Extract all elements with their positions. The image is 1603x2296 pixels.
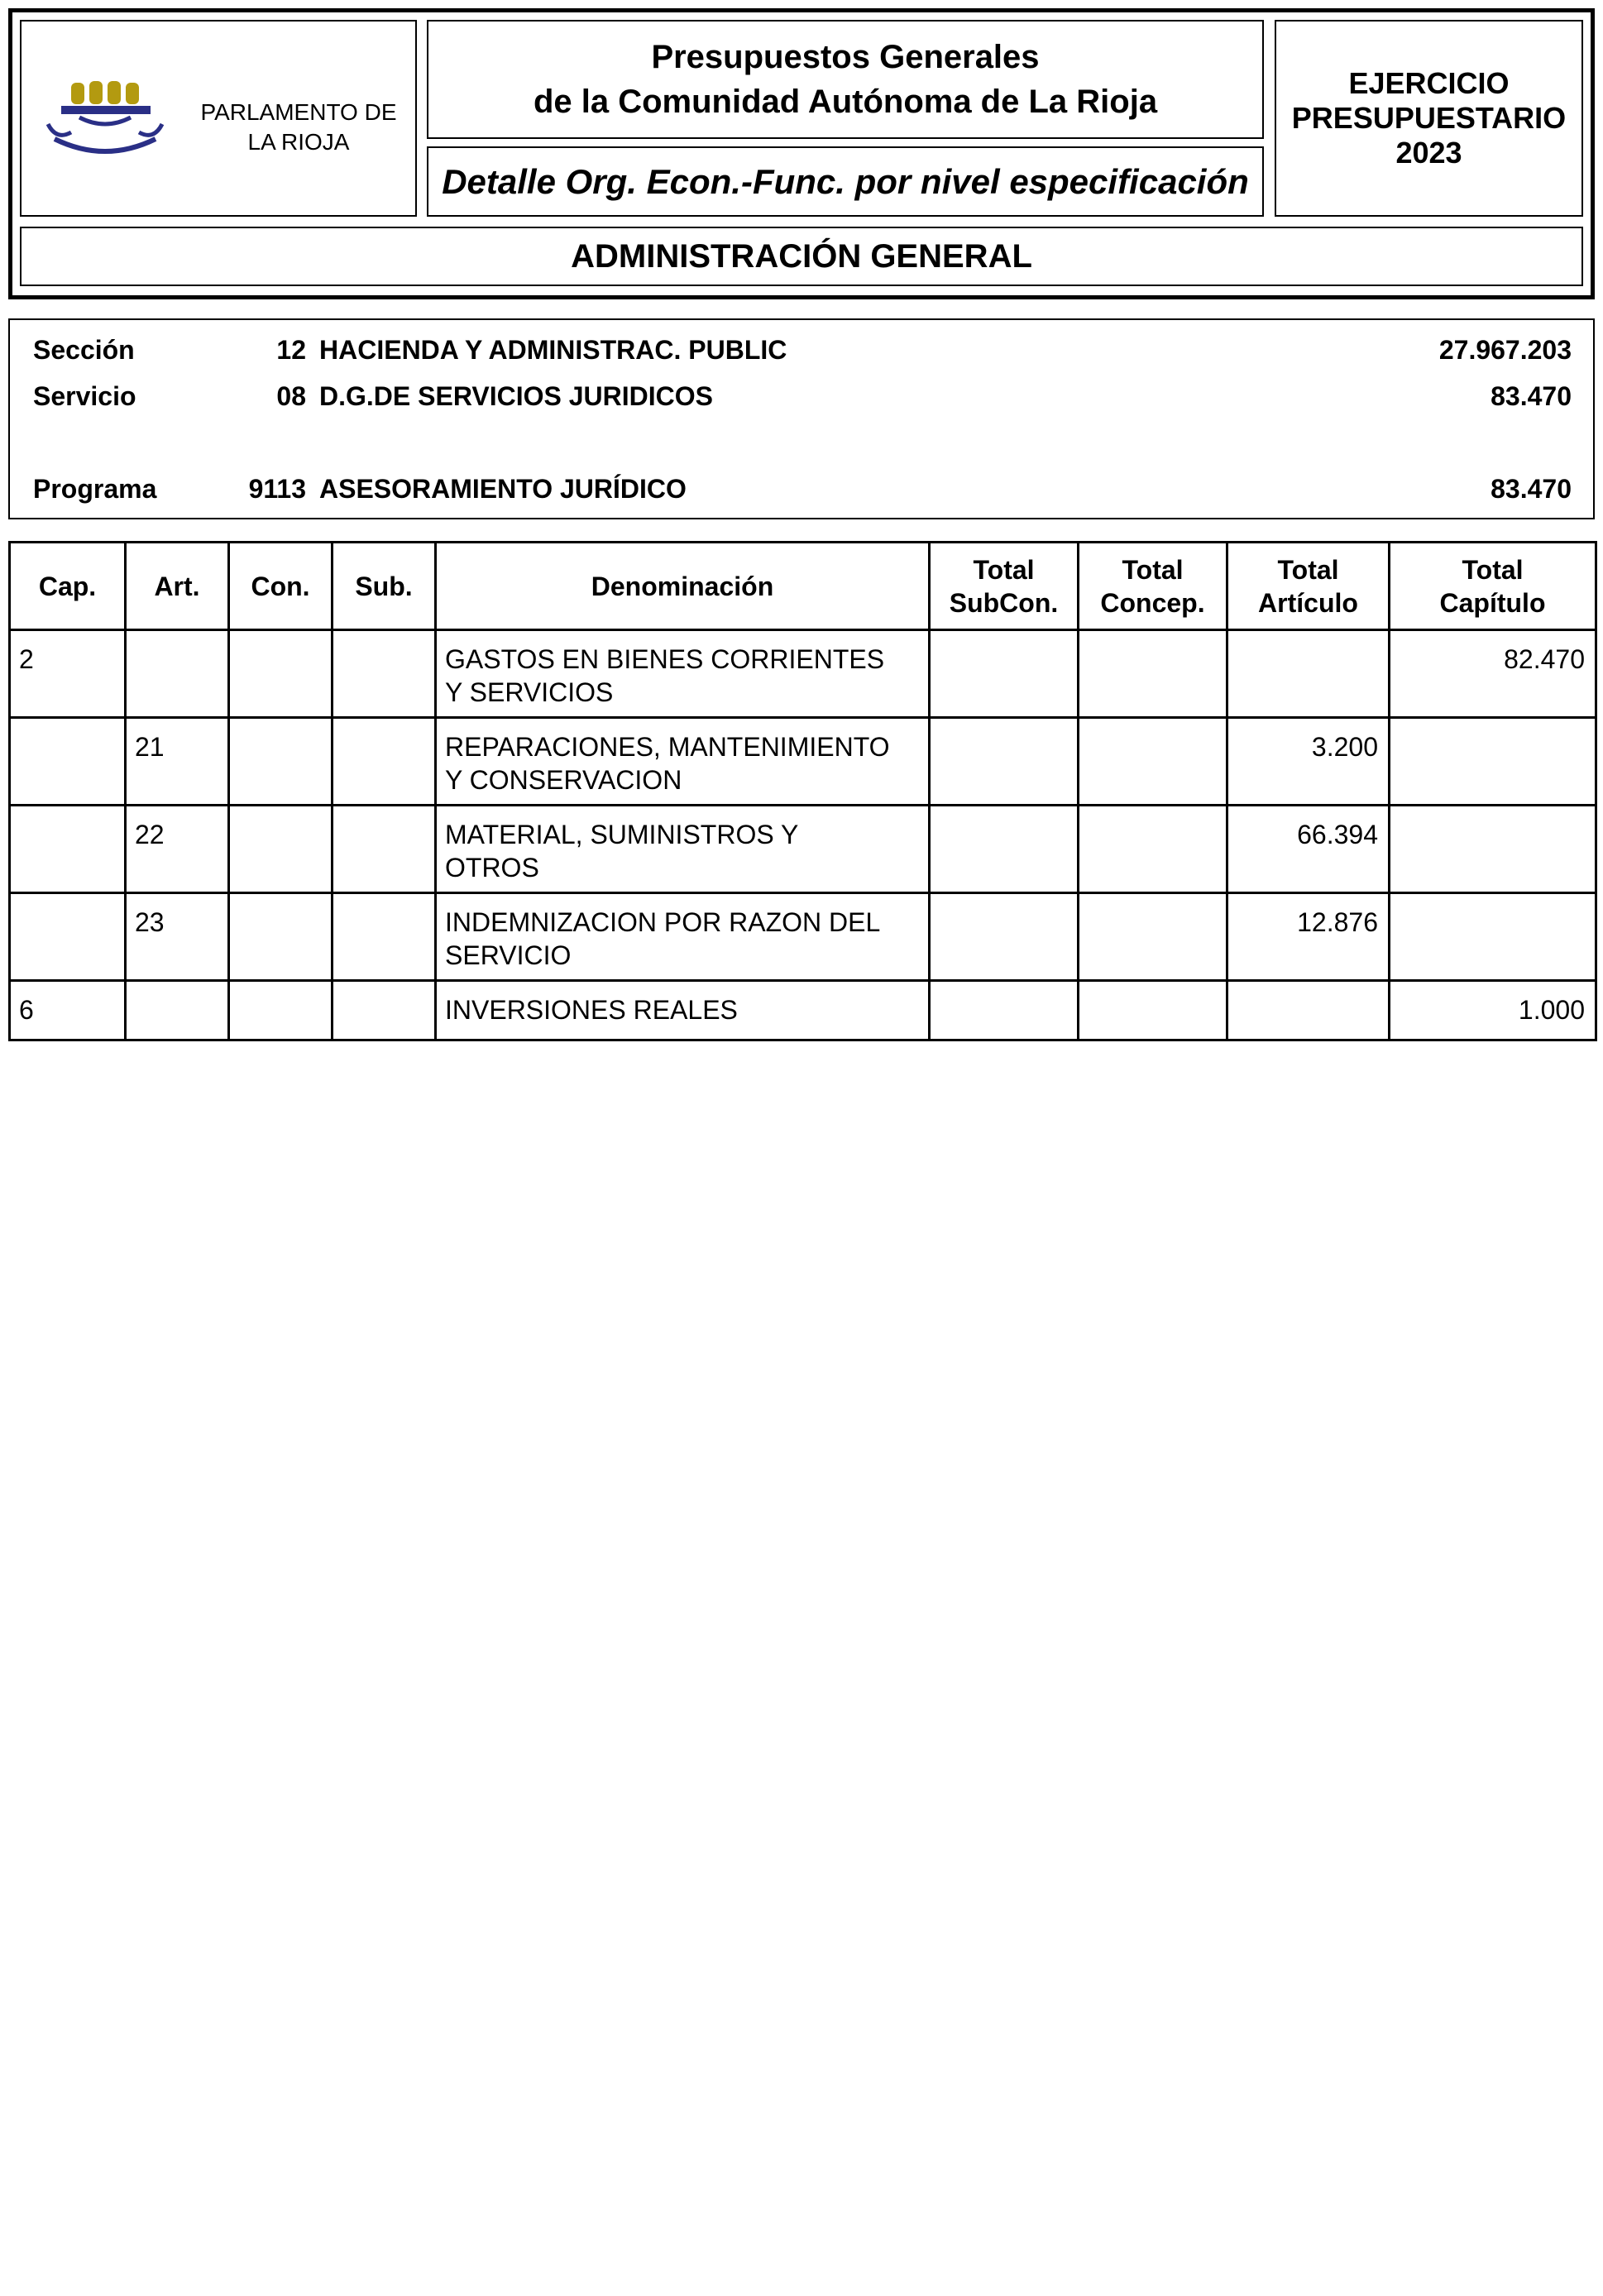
cell-total-capitulo [1390,718,1596,806]
denominacion-line1: GASTOS EN BIENES CORRIENTES [445,644,885,674]
document-subtitle: Detalle Org. Econ.-Func. por nivel especificación [442,161,1249,201]
table-row [10,630,1596,718]
cell-denominacion [436,718,930,806]
cell-art: 23 [126,893,229,981]
denominacion-line2: Y CONSERVACION [445,765,682,795]
cell-total-concep [1079,718,1227,806]
header-cap: Cap. [10,543,126,630]
header-con: Con. [229,543,333,630]
denominacion-line2: Y SERVICIOS [445,677,614,707]
logo-box [20,20,417,217]
cell-total-subcon [930,981,1079,1040]
section-banner [20,227,1583,286]
servicio-name: D.G.DE SERVICIOS JURIDICOS [319,381,713,411]
header-art: Art. [126,543,229,630]
header-total-capitulo-line1: Total [1462,554,1524,585]
cell-denominacion [436,806,930,893]
header-total-articulo-line2: Artículo [1258,587,1358,618]
cell-cap [10,806,126,893]
cell-total-concep [1079,806,1227,893]
cell-cap [10,893,126,981]
cell-denominacion [436,893,930,981]
header-total-concep-line2: Concep. [1100,587,1205,618]
cell-total-articulo: 12.876 [1227,893,1390,981]
cell-total-subcon [930,893,1079,981]
cell-con [229,630,333,718]
cell-art: 21 [126,718,229,806]
header-total-concep-line1: Total [1122,554,1184,585]
cell-sub [333,806,436,893]
cell-con [229,893,333,981]
servicio-code: 08 [276,381,306,411]
servicio-amount: 83.470 [1491,381,1572,411]
cell-con [229,806,333,893]
cell-total-concep [1079,630,1227,718]
subtitle-box [427,146,1264,217]
info-box [8,318,1595,519]
cell-total-capitulo [1390,893,1596,981]
cell-sub [333,630,436,718]
seccion-label: Sección [33,335,135,365]
cell-art [126,630,229,718]
organization-line1: PARLAMENTO DE [200,99,397,125]
cell-total-articulo [1227,630,1390,718]
ejercicio-year: 2023 [1395,136,1462,170]
cell-total-subcon [930,718,1079,806]
programa-amount: 83.470 [1491,474,1572,504]
document-title-line2: de la Comunidad Autónoma de La Rioja [533,84,1158,120]
header-total-capitulo [1390,543,1596,630]
seccion-row [10,332,1593,368]
cell-total-concep [1079,981,1227,1040]
cell-total-capitulo [1390,806,1596,893]
header-sub: Sub. [333,543,436,630]
table-row [10,718,1596,806]
servicio-label: Servicio [33,381,136,411]
cell-total-capitulo: 82.470 [1390,630,1596,718]
table-header-row [10,543,1596,630]
cell-total-subcon [930,806,1079,893]
title-box [427,20,1264,139]
denominacion-line2: SERVICIO [445,940,572,970]
seccion-code: 12 [276,335,306,365]
table-row [10,806,1596,893]
programa-row [10,471,1593,507]
cell-total-articulo: 66.394 [1227,806,1390,893]
cell-total-subcon [930,630,1079,718]
header-total-subcon-line1: Total [973,554,1035,585]
budget-table [8,541,1597,1041]
section-banner-text: ADMINISTRACIÓN GENERAL [571,237,1032,275]
cell-cap: 6 [10,981,126,1040]
ejercicio-line1: EJERCICIO [1348,66,1510,100]
header-total-subcon [930,543,1079,630]
organization-line2: LA RIOJA [247,129,350,155]
servicio-row [10,378,1593,414]
ejercicio-box [1275,20,1583,217]
programa-label: Programa [33,474,157,504]
denominacion-line2: OTROS [445,853,539,883]
seccion-name: HACIENDA Y ADMINISTRAC. PUBLIC [319,335,787,365]
cell-total-articulo [1227,981,1390,1040]
cell-sub [333,718,436,806]
cell-total-concep [1079,893,1227,981]
header-total-capitulo-line2: Capítulo [1439,587,1546,618]
cell-con [229,981,333,1040]
ejercicio-line2: PRESUPUESTARIO [1291,101,1567,135]
cell-art [126,981,229,1040]
cell-cap: 2 [10,630,126,718]
cell-cap [10,718,126,806]
denominacion-line1: REPARACIONES, MANTENIMIENTO [445,732,890,762]
table-row [10,893,1596,981]
table-row [10,981,1596,1040]
cell-con [229,718,333,806]
header-total-concep [1079,543,1227,630]
denominacion-line1: INVERSIONES REALES [445,995,738,1025]
header-total-articulo [1227,543,1390,630]
denominacion-line1: INDEMNIZACION POR RAZON DEL [445,907,881,937]
denominacion-line1: MATERIAL, SUMINISTROS Y [445,820,799,849]
cell-sub [333,981,436,1040]
document-title-line1: Presupuestos Generales [651,39,1040,75]
header-denominacion: Denominación [436,543,930,630]
parlamento-logo-icon [30,66,187,165]
programa-name: ASESORAMIENTO JURÍDICO [319,474,687,504]
programa-code: 9113 [248,474,306,504]
seccion-amount: 27.967.203 [1438,335,1572,365]
organization-name [187,98,410,157]
cell-sub [333,893,436,981]
cell-total-articulo: 3.200 [1227,718,1390,806]
cell-denominacion [436,981,930,1040]
header-total-articulo-line1: Total [1277,554,1339,585]
cell-total-capitulo: 1.000 [1390,981,1596,1040]
cell-art: 22 [126,806,229,893]
header-total-subcon-line2: SubCon. [949,587,1059,618]
cell-denominacion [436,630,930,718]
